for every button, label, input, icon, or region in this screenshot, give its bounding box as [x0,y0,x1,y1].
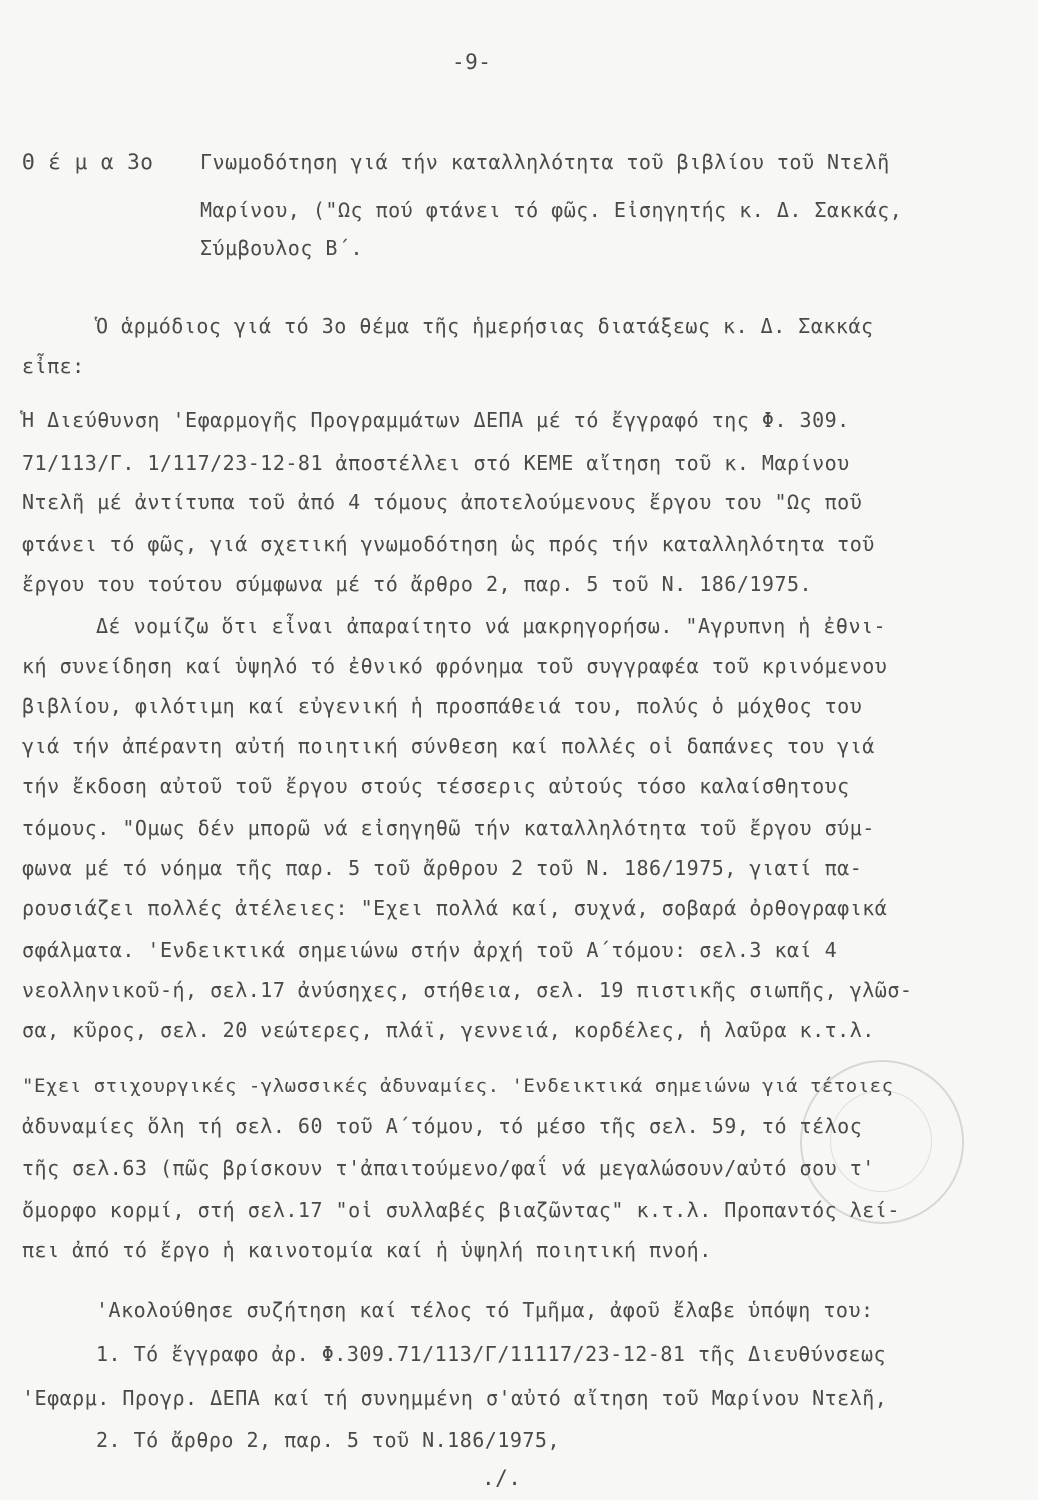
topic-line: Γνωμοδότηση γιά τήν καταλληλότητα τοῦ βιβλίου τοῦ Ντελῆ [200,150,890,174]
paragraph2-line: κή συνείδηση καί ὑψηλό τό ἐθνικό φρόνημα τοῦ συγγραφέα τοῦ κρινόμενου [22,654,888,678]
paragraph1-line: φτάνει τό φῶς, γιά σχετική γνωμοδότηση ὡς πρός τήν καταλληλότητα τοῦ [22,532,875,556]
topic-line: Σύμβουλος Β΄. [200,236,364,260]
paragraph4-line: 1. Τό ἔγγραφο ἀρ. Φ.309.71/113/Γ/11117/23-12-81 τῆς Διευθύνσεως [96,1342,887,1366]
paragraph2-line: γιά τήν ἀπέραντη αὐτή ποιητική σύνθεση καί πολλές οἱ δαπάνες του γιά [22,734,875,758]
paragraph4-line: 2. Τό ἄρθρο 2, παρ. 5 τοῦ Ν.186/1975, [96,1428,561,1452]
paragraph2-line: φωνα μέ τό νόημα τῆς παρ. 5 τοῦ ἄρθρου 2 τοῦ Ν. 186/1975, γιατί πα- [22,856,863,880]
continuation-mark: ./. [482,1466,522,1490]
paragraph1-line: 71/113/Γ. 1/117/23-12-81 ἀποστέλλει στό ΚΕΜΕ αἴτηση τοῦ κ. Μαρίνου [22,451,850,475]
paragraph2-line: σα, κῦρος, σελ. 20 νεώτερες, πλάϊ, γεννειά, κορδέλες, ἡ λαῦρα κ.τ.λ. [22,1018,875,1042]
paragraph2-line: νεολληνικοῦ-ή, σελ.17 ἀνύσηχες, στήθεια, σελ. 19 πιστικῆς σιωπῆς, γλῶσ- [22,978,913,1002]
paragraph2-line: ρουσιάζει πολλές ἀτέλειες: "Εχει πολλά καί, συχνά, σοβαρά ὀρθογραφικά [22,896,888,920]
topic-line: Μαρίνου, ("Ως πού φτάνει τό φῶς. Εἰσηγητής κ. Δ. Σακκάς, [200,198,903,222]
official-stamp [800,1060,964,1224]
stamp-inner-ring [830,1090,932,1192]
page-number: -9- [452,50,492,74]
paragraph2-line: βιβλίου, φιλότιμη καί εὐγενική ἡ προσπάθειά του, πολύς ὁ μόχθος του [22,694,863,718]
topic-label: Θ έ μ α 3ο [22,150,154,174]
paragraph4-line: 'Ακολούθησε συζήτηση καί τέλος τό Τμῆμα, ἀφοῦ ἔλαβε ὑπόψη του: [96,1298,874,1322]
paragraph3-line: τῆς σελ.63 (πῶς βρίσκουν τ'ἀπαιτούμενο/φαΐ νά μεγαλώσουν/αὐτό σου τ' [22,1156,875,1180]
paragraph2-line: Δέ νομίζω ὅτι εἶναι ἀπαραίτητο νά μακρηγορήσω. "Αγρυπνη ἡ ἐθνι- [96,614,887,638]
paragraph3-line: ἀδυναμίες ὅλη τή σελ. 60 τοῦ Α΄τόμου, τό μέσο τῆς σελ. 59, τό τέλος [22,1114,863,1138]
intro-line: Ὁ ἁρμόδιος γιά τό 3ο θέμα τῆς ἡμερήσιας διατάξεως κ. Δ. Σακκάς [96,314,874,338]
paragraph1-line: Ντελῆ μέ ἀντίτυπα τοῦ ἀπό 4 τόμους ἀποτελούμενους ἔργου του "Ως ποῦ [22,490,863,514]
paragraph3-line: "Εχει στιχουργικές -γλωσσικές ἀδυναμίες. 'Ενδεικτικά σημειώνω γιά τέτοιες [22,1075,894,1097]
intro-line: εἶπε: [22,354,85,378]
paragraph1-line: Ἡ Διεύθυνση 'Εφαρμογῆς Προγραμμάτων ΔΕΠΑ μέ τό ἔγγραφό της Φ. 309. [22,408,850,432]
paragraph3-line: ὄμορφο κορμί, στή σελ.17 "οἱ συλλαβές βιαζῶντας" κ.τ.λ. Προπαντός λεί- [22,1198,900,1222]
paragraph2-line: τόμους. "Ομως δέν μπορῶ νά εἰσηγηθῶ τήν καταλληλότητα τοῦ ἔργου σύμ- [22,816,875,840]
paragraph2-line: τήν ἔκδοση αὐτοῦ τοῦ ἔργου στούς τέσσερις αὐτούς τόσο καλαίσθητους [22,774,850,798]
paragraph2-line: σφάλματα. 'Ενδεικτικά σημειώνω στήν ἀρχή τοῦ Α΄τόμου: σελ.3 καί 4 [22,938,838,962]
paragraph3-line: πει ἀπό τό ἔργο ἡ καινοτομία καί ἡ ὑψηλή ποιητική πνοή. [22,1238,712,1262]
paragraph1-line: ἔργου του τούτου σύμφωνα μέ τό ἄρθρο 2, παρ. 5 τοῦ Ν. 186/1975. [22,572,813,596]
paragraph4-line: 'Εφαρμ. Προγρ. ΔΕΠΑ καί τή συνημμένη σ'αὐτό αἴτηση τοῦ Μαρίνου Ντελῆ, [22,1386,888,1410]
